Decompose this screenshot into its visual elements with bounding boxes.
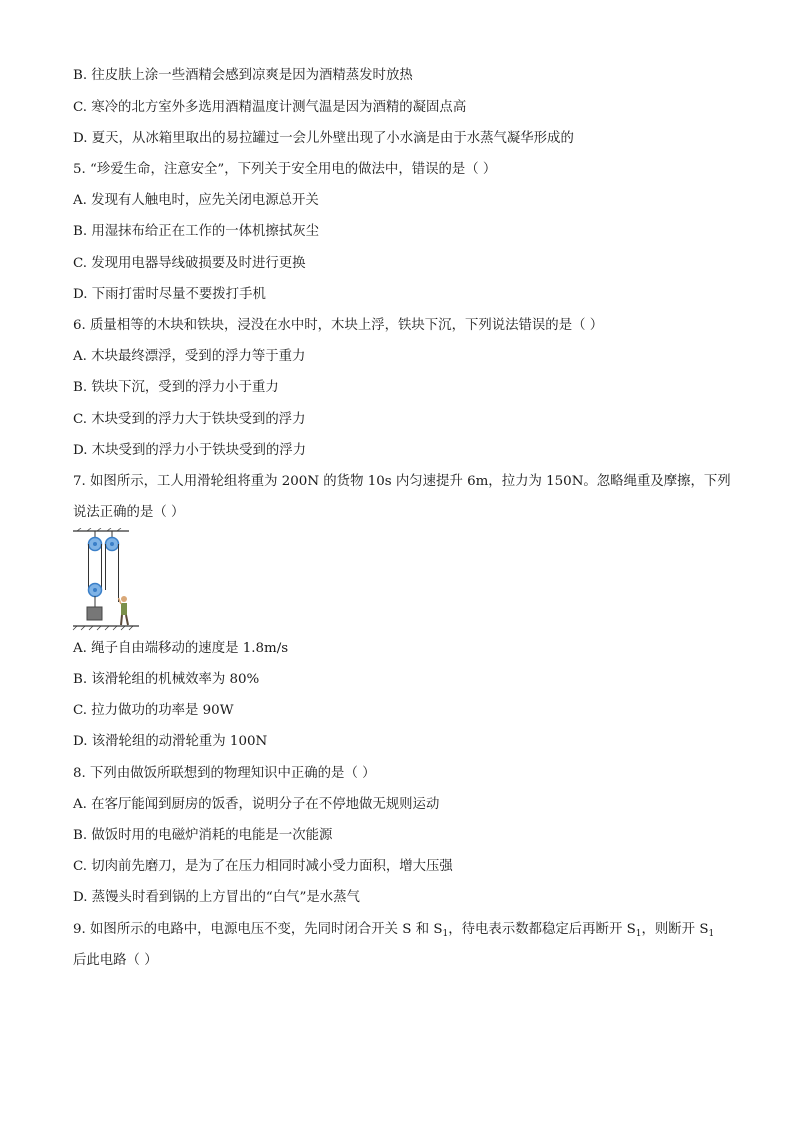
q5-option-a: A. 发现有人触电时，应先关闭电源总开关 <box>73 193 319 208</box>
q8-stem: 8. 下列由做饭所联想到的物理知识中正确的是（ ） <box>73 766 376 781</box>
q5-option-c: C. 发现用电器导线破损要及时进行更换 <box>73 256 306 271</box>
q7-stem-line2: 说法正确的是（ ） <box>73 505 185 520</box>
q7-option-d: D. 该滑轮组的动滑轮重为 100N <box>73 734 268 749</box>
q4-option-d: D. 夏天，从冰箱里取出的易拉罐过一会儿外壁出现了小水滴是由于水蒸气凝华形成的 <box>73 131 574 146</box>
q8-option-d: D. 蒸馒头时看到锅的上方冒出的“白气”是水蒸气 <box>73 890 360 905</box>
q6-option-c: C. 木块受到的浮力大于铁块受到的浮力 <box>73 412 306 427</box>
q9-sub-1: 1 <box>442 929 449 939</box>
q6-option-b: B. 铁块下沉，受到的浮力小于重力 <box>73 380 279 395</box>
q7-stem-line1: 7. 如图所示，工人用滑轮组将重为 200N 的货物 10s 内匀速提升 6m，拉力为 150N。忽略绳重及摩擦，下列 <box>73 474 731 489</box>
q5-option-b: B. 用湿抹布给正在工作的一体机擦拭灰尘 <box>73 224 319 239</box>
q9-sub-2: 1 <box>635 929 642 939</box>
q7-option-a: A. 绳子自由端移动的速度是 1.8m/s <box>73 641 289 656</box>
q4-option-c: C. 寒冷的北方室外多选用酒精温度计测气温是因为酒精的凝固点高 <box>73 100 467 115</box>
q6-option-a: A. 木块最终漂浮，受到的浮力等于重力 <box>73 349 306 364</box>
pulley-system-figure <box>71 528 141 632</box>
q5-option-d: D. 下雨打雷时尽量不要拨打手机 <box>73 287 266 302</box>
q9-text-c: ，则断开 S <box>641 922 709 937</box>
pulley-system-icon <box>73 528 129 607</box>
q9-text-a: 9. 如图所示的电路中，电源电压不变，先同时闭合开关 S 和 S <box>73 922 443 937</box>
q6-stem: 6. 质量相等的木块和铁块，浸没在水中时，木块上浮，铁块下沉，下列说法错误的是（ ） <box>73 318 604 333</box>
worker-icon <box>119 596 129 625</box>
q9-text-b: ，待电表示数都稳定后再断开 S <box>448 922 636 937</box>
q6-option-d: D. 木块受到的浮力小于铁块受到的浮力 <box>73 443 307 458</box>
q8-option-a: A. 在客厅能闻到厨房的饭香，说明分子在不停地做无规则运动 <box>73 797 440 812</box>
q7-option-b: B. 该滑轮组的机械效率为 80% <box>73 672 260 687</box>
q5-stem: 5. “珍爱生命，注意安全”，下列关于安全用电的做法中，错误的是（ ） <box>73 162 497 177</box>
q9-stem-line1 <box>73 921 714 939</box>
q7-option-c: C. 拉力做功的功率是 90W <box>73 703 234 718</box>
q4-option-b: B. 往皮肤上涂一些酒精会感到凉爽是因为酒精蒸发时放热 <box>73 68 413 83</box>
q8-option-b: B. 做饭时用的电磁炉消耗的电能是一次能源 <box>73 828 333 843</box>
weight-block-icon <box>87 607 102 620</box>
q9-stem-line2: 后此电路（ ） <box>73 953 158 968</box>
q8-option-c: C. 切肉前先磨刀，是为了在压力相同时减小受力面积，增大压强 <box>73 859 453 874</box>
q9-sub-3: 1 <box>708 929 715 939</box>
